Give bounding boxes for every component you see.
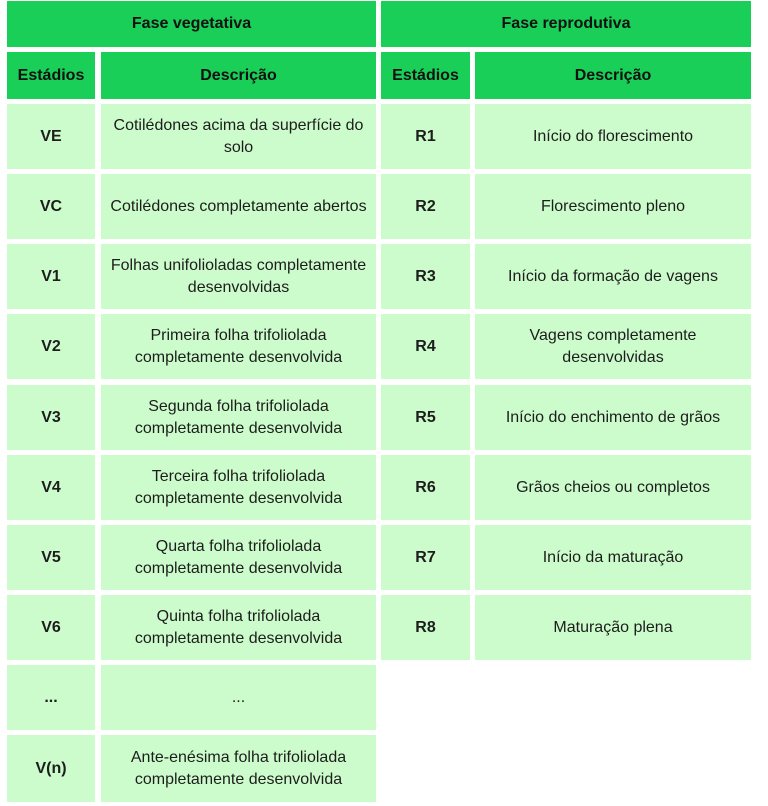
vegetative-stage-cell: ... <box>7 665 95 730</box>
vegetative-stage-cell: V3 <box>7 385 95 450</box>
vegetative-description-cell: Quinta folha trifoliolada completamente desenvolvida <box>101 595 376 660</box>
vegetative-description-cell: Segunda folha trifoliolada completamente desenvolvida <box>101 385 376 450</box>
reproductive-description-cell: Início da formação de vagens <box>475 244 751 309</box>
vegetative-stage-cell: V2 <box>7 314 95 379</box>
vegetative-stage-cell: V6 <box>7 595 95 660</box>
reproductive-stage-cell: R4 <box>381 314 470 379</box>
vegetative-description-cell: Quarta folha trifoliolada completamente desenvolvida <box>101 525 376 590</box>
vegetative-stage-header: Estádios <box>7 52 95 99</box>
vegetative-description-cell: Primeira folha trifoliolada completamente desenvolvida <box>101 314 376 379</box>
vegetative-stage-cell: VE <box>7 104 95 169</box>
reproductive-description-cell: Florescimento pleno <box>475 174 751 239</box>
reproductive-stage-header: Estádios <box>381 52 470 99</box>
vegetative-description-cell: ... <box>101 665 376 730</box>
reproductive-stage-cell: R5 <box>381 385 470 450</box>
reproductive-stage-cell: R3 <box>381 244 470 309</box>
reproductive-description-cell: Início do florescimento <box>475 104 751 169</box>
reproductive-description-cell: Vagens completamente desenvolvidas <box>475 314 751 379</box>
vegetative-stage-cell: VC <box>7 174 95 239</box>
vegetative-phase-title: Fase vegetativa <box>7 1 376 47</box>
vegetative-description-header: Descrição <box>101 52 376 99</box>
reproductive-phase-title: Fase reprodutiva <box>381 1 751 47</box>
vegetative-description-cell: Cotilédones acima da superfície do solo <box>101 104 376 169</box>
vegetative-description-cell: Cotilédones completamente abertos <box>101 174 376 239</box>
reproductive-stage-cell: R1 <box>381 104 470 169</box>
reproductive-description-cell: Maturação plena <box>475 595 751 660</box>
reproductive-stage-cell: R8 <box>381 595 470 660</box>
reproductive-description-header: Descrição <box>475 52 751 99</box>
reproductive-description-cell: Grãos cheios ou completos <box>475 455 751 520</box>
reproductive-stage-cell: R7 <box>381 525 470 590</box>
vegetative-stage-cell: V5 <box>7 525 95 590</box>
vegetative-description-cell: Ante-enésima folha trifoliolada completamente desenvolvida <box>101 735 376 802</box>
vegetative-stage-cell: V4 <box>7 455 95 520</box>
vegetative-description-cell: Terceira folha trifoliolada completamente desenvolvida <box>101 455 376 520</box>
reproductive-description-cell: Início do enchimento de grãos <box>475 385 751 450</box>
vegetative-stage-cell: V1 <box>7 244 95 309</box>
vegetative-stage-cell: V(n) <box>7 735 95 802</box>
vegetative-description-cell: Folhas unifolioladas completamente desenvolvidas <box>101 244 376 309</box>
reproductive-stage-cell: R6 <box>381 455 470 520</box>
reproductive-stage-cell: R2 <box>381 174 470 239</box>
reproductive-description-cell: Início da maturação <box>475 525 751 590</box>
